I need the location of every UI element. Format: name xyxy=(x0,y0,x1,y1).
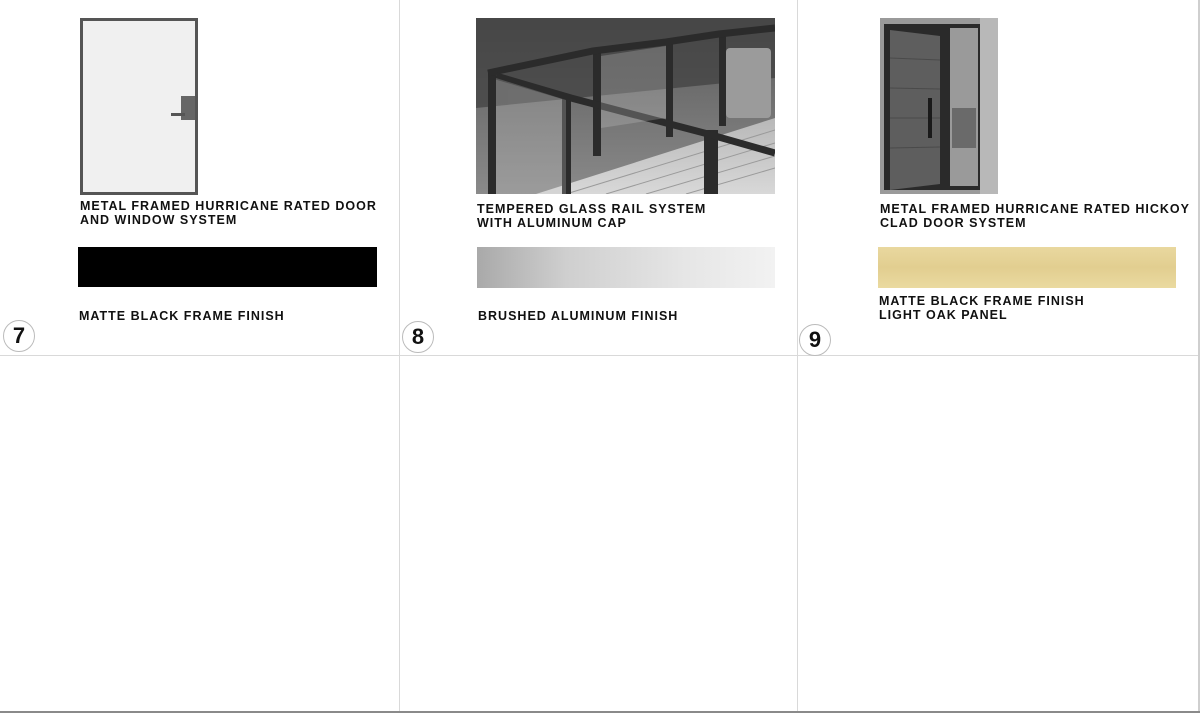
item-number-badge: 7 xyxy=(3,320,35,352)
door-elevation-drawing xyxy=(80,18,198,195)
item-caption: CLAD DOOR SYSTEM xyxy=(880,216,1027,230)
item-caption: METAL FRAMED HURRICANE RATED HICKOY xyxy=(880,202,1190,216)
glass-rail-photo xyxy=(476,18,775,194)
finish-label: MATTE BLACK FRAME FINISH xyxy=(879,294,1085,308)
column-divider xyxy=(797,0,798,713)
column-divider xyxy=(399,0,400,713)
brushed-aluminum-swatch xyxy=(477,247,775,288)
light-oak-swatch xyxy=(878,247,1176,288)
finish-label: LIGHT OAK PANEL xyxy=(879,308,1008,322)
item-number-badge: 9 xyxy=(799,324,831,356)
item-number-badge: 8 xyxy=(402,321,434,353)
row-divider xyxy=(0,355,1200,356)
item-caption: METAL FRAMED HURRICANE RATED DOOR xyxy=(80,199,377,213)
finish-label: MATTE BLACK FRAME FINISH xyxy=(79,309,285,323)
finish-label: BRUSHED ALUMINUM FINISH xyxy=(478,309,679,323)
item-caption: TEMPERED GLASS RAIL SYSTEM xyxy=(477,202,707,216)
item-caption: WITH ALUMINUM CAP xyxy=(477,216,627,230)
item-caption: AND WINDOW SYSTEM xyxy=(80,213,238,227)
pivot-door-photo xyxy=(880,18,998,194)
matte-black-swatch xyxy=(78,247,377,287)
